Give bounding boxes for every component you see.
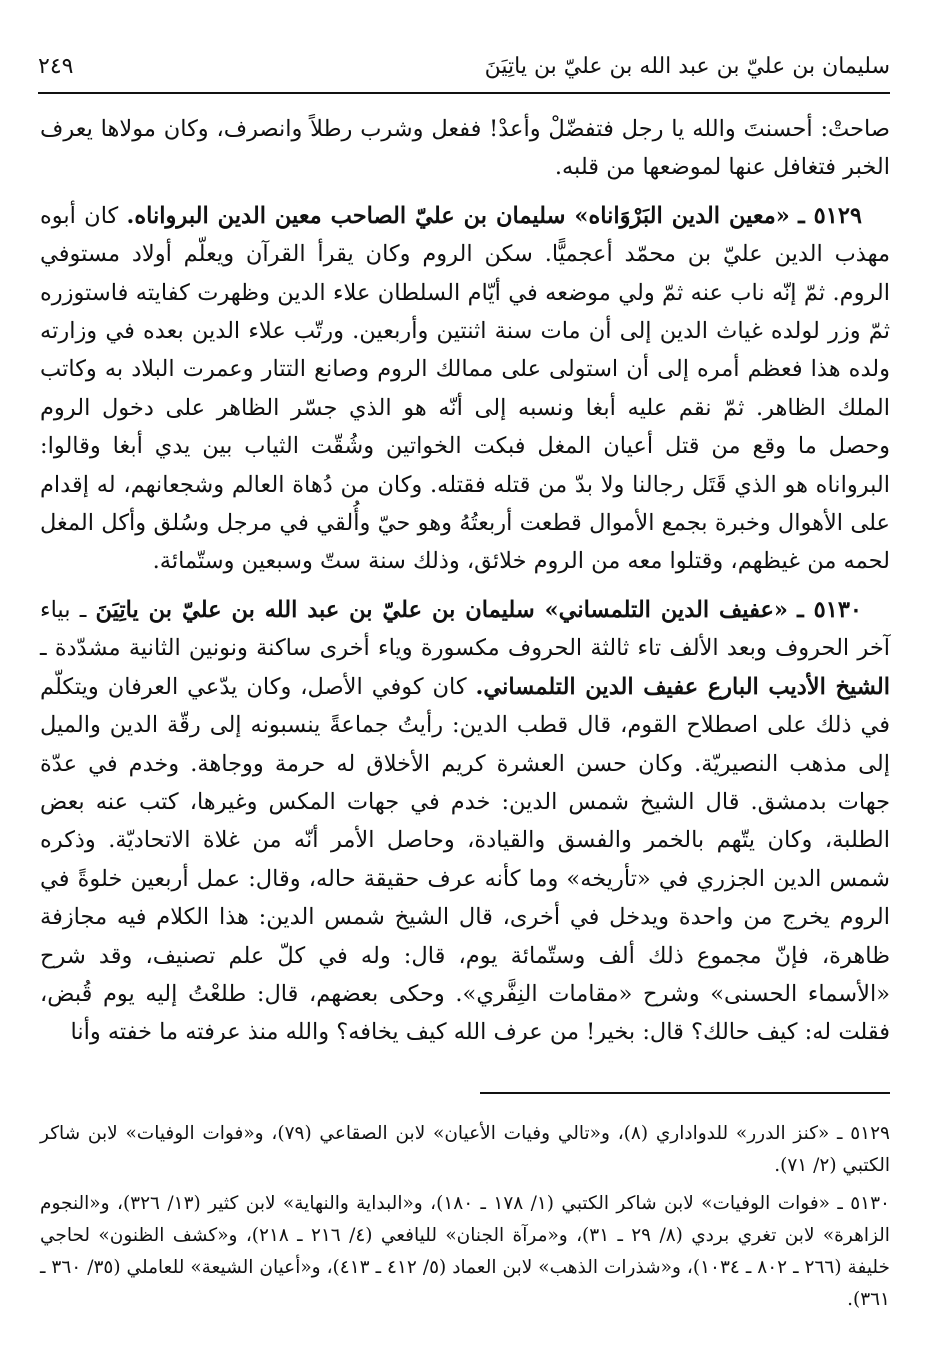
continuation-paragraph: صاحتْ: أحسنتَ والله يا رجل فتفضّلْ وأعدْ! ففعل وشرب رطلاً وانصرف، وكان مولاها يعرف الخبر فتغافل عنها لموضعها من قلبه.	[40, 116, 890, 181]
entry-heading: «عفيف الدين التلمساني» سليمان بن عليّ بن عبد الله بن عليّ بن ياتِيَنَ	[95, 596, 788, 623]
page-header	[38, 52, 890, 94]
main-text	[40, 110, 890, 1052]
footnote-5129: ٥١٢٩ ـ «كنز الدرر» للدواداري (٨)، و«تالي وفيات الأعيان» لابن الصقاعي (٧٩)، و«فوات الوفيات» لابن شاكر الكتبي (٢/ ٧١).	[40, 1123, 890, 1176]
entry-number: ٥١٢٩ ـ	[798, 202, 862, 229]
entry-number: ٥١٣٠ ـ	[797, 596, 862, 623]
running-title: سليمان بن عليّ بن عبد الله بن عليّ بن ياتِيَنَ	[484, 54, 890, 79]
footnotes	[40, 1118, 890, 1322]
entry-5130	[40, 591, 890, 1052]
entry-text: كان أبوه مهذب الدين عليّ بن محمّد أعجميًّا. سكن الروم وكان يقرأ القرآن ويعلّم أولاد مستوفي الروم. ثمّ إنّه ناب عنه ثمّ ولي موضعه في أيّام السلطان علاء الدين وظهرت كفايته فاستوزره ثمّ وزر لولده غياث الدين إلى أن مات سنة اثنتين وأربعين. ورتّب علاء الدين بعده في وزارته ولده هذا فعظم أمره إلى أن استولى على ممالك الروم وصانع التتار وعمرت البلاد به وكاتب الملك الظاهر. ثمّ نقم عليه أبغا ونسبه إلى أنّه هو الذي جسّر الظاهر على دخول الروم وحصل ما وقع من قتل أعيان المغل فبكت الخواتين وشُقّت الثياب بين يدي أبغا وقالوا: البرواناه هو الذي قَتَل رجالنا ولا بدّ من قتله فقتله. وكان من دُهاة العالم وشجعانهم، له إقدام على الأهوال وخبرة بجمع الأموال قطعت أربعتُهُ وهو حيّ وأُلقي في مرجل وسُلق وأكل المغل لحمه من غيظهم، وقتلوا معه من الروم خلائق، وذلك سنة ستّ وسبعين وستّمائة.	[40, 202, 890, 575]
entry-title: الشيخ الأديب البارع عفيف الدين التلمساني.	[475, 673, 891, 700]
entry-heading: «معين الدين البَرْوَاناه» سليمان بن عليّ الصاحب معين الدين البرواناه.	[126, 202, 790, 229]
footnote-5130: ٥١٣٠ ـ «فوات الوفيات» لابن شاكر الكتبي (١/ ١٧٨ ـ ١٨٠)، و«البداية والنهاية» لابن كثير (١٣/ ٣٢٦)، و«النجوم الزاهرة» لابن تغري بردي (٨/ ٢٩ ـ ٣١)، و«مرآة الجنان» لليافعي (٤/ ٢١٦ ـ ٢١٨)، و«كشف الظنون» لحاجي خليفة (٢٦٦ ـ ٨٠٢ ـ ١٠٣٤)، و«شذرات الذهب» لابن العماد (٥/ ٤١٢ ـ ٤١٣)، و«أعيان الشيعة» للعاملي (٣٥/ ٣٦٠ ـ ٣٦١).	[40, 1193, 890, 1310]
page-number: ٢٤٩	[38, 54, 74, 79]
footnote-divider	[480, 1092, 890, 1094]
entry-text-before: ـ بياء آخر الحروف وبعد الألف تاء ثالثة الحروف مكسورة وياء أخرى ساكنة ونونين الثانية مشدّدة ـ	[40, 596, 890, 662]
entry-5129	[40, 197, 890, 581]
entry-text-after: كان كوفي الأصل، وكان يدّعي العرفان ويتكلّم في ذلك على اصطلاح القوم، قال قطب الدين: رأيتُ جماعةً ينسبونه إلى رقّة الدين والميل إلى مذهب النصيريّة. وكان حسن العشرة كريم الأخلاق له حرمة ووجاهة. وخدم في عدّة جهات بدمشق. قال الشيخ شمس الدين: خدم في جهات المكس وغيرها، كتب عنه بعض الطلبة، وكان يتّهم بالخمر والفسق والقيادة، وحاصل الأمر أنّه من غلاة الاتحاديّة. وذكره شمس الدين الجزري في «تأريخه» وما كأنه عرف حقيقة حاله، وقال: عمل أربعين خلوةً في الروم يخرج من واحدة ويدخل في أخرى، قال الشيخ شمس الدين: هذا الكلام فيه مجازفة ظاهرة، فإنّ مجموع ذلك ألف وستّمائة يوم، قال: وله في كلّ علم تصنيف، وقد شرح «الأسماء الحسنى» وشرح «مقامات النِفَّري». وحكى بعضهم، قال: طلعْتُ إليه يوم قُبض، فقلت له: كيف حالك؟ قال: بخير! من عرف الله كيف يخافه؟ والله منذ عرفته ما خفته وأنا	[40, 673, 890, 1046]
